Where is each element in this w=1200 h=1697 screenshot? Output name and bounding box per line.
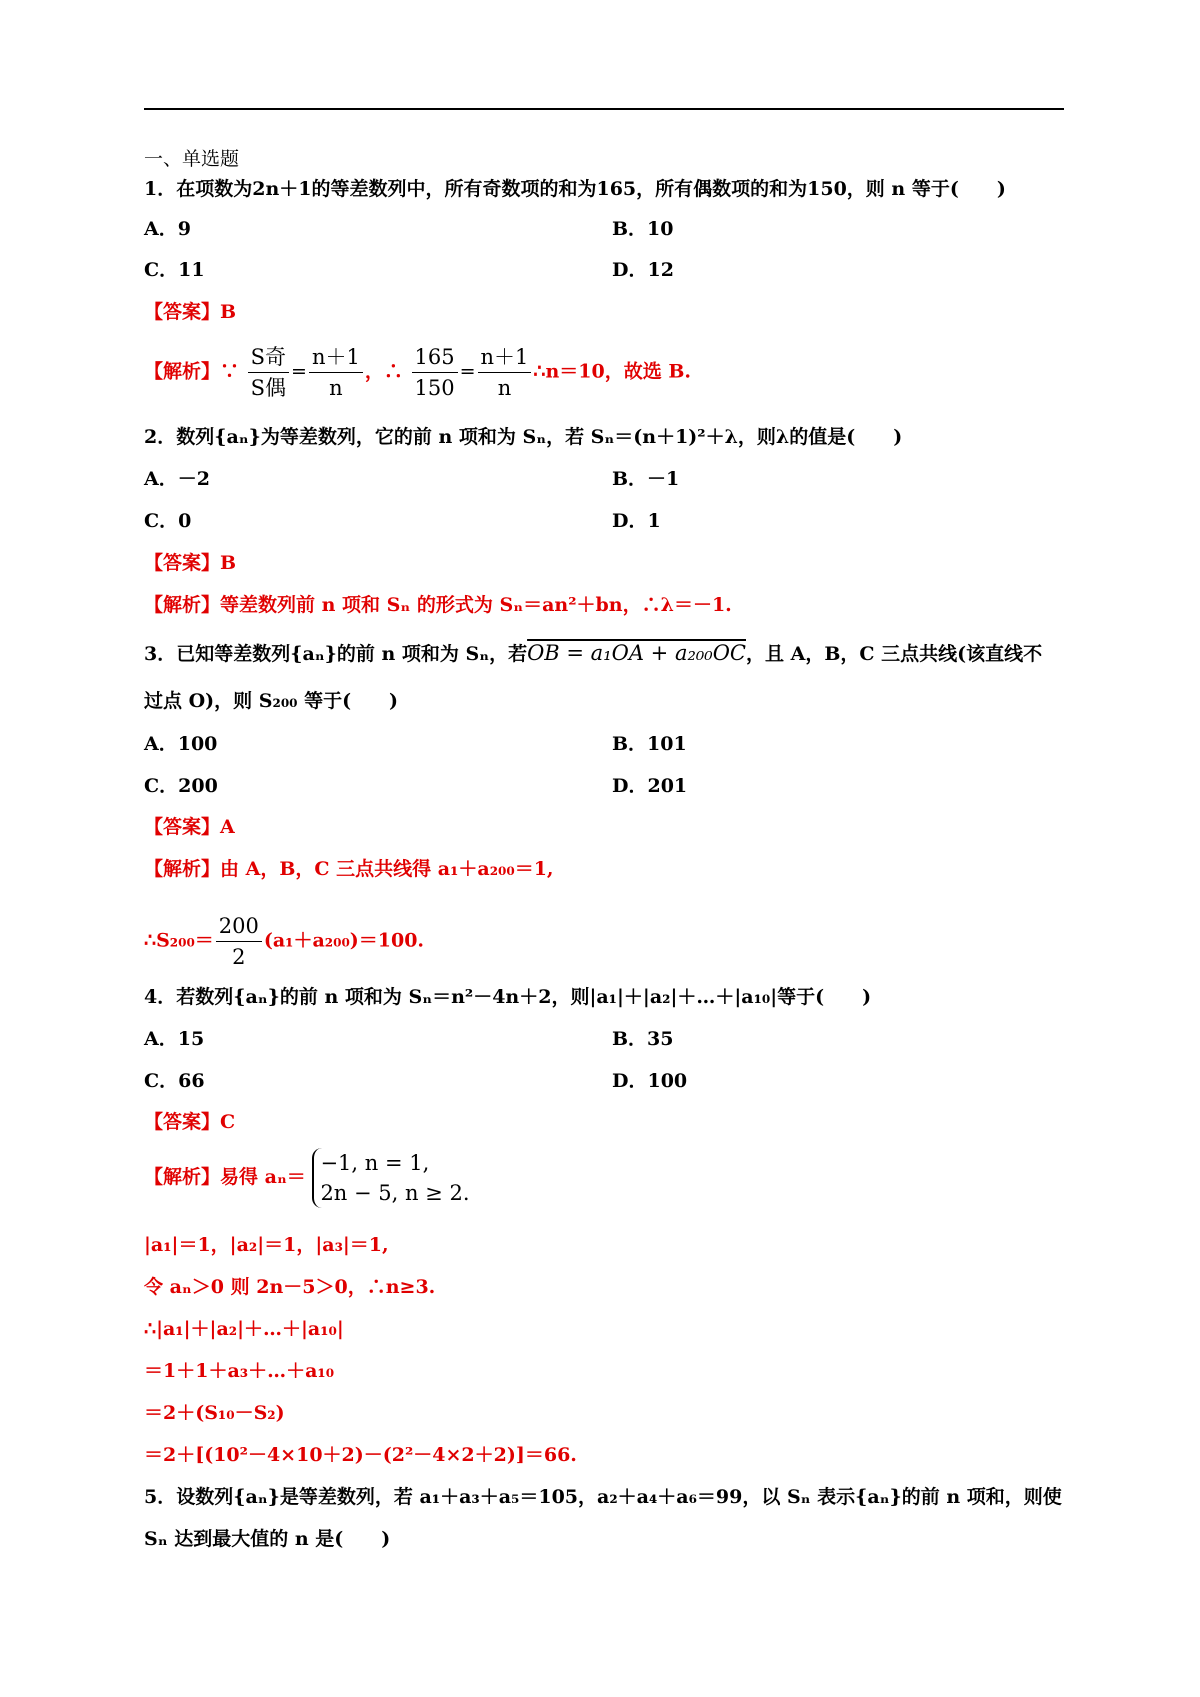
analysis-label: 【解析】 [144,594,221,616]
analysis-label: 【解析】 [144,360,221,383]
q2-option-b: B．－1 [612,468,680,490]
q2-analysis [144,592,732,618]
q2-answer-value: B [220,552,237,574]
answer-label: 【答案】 [144,1111,221,1133]
q2-stem: 2．数列{aₙ}为等差数列，它的前 n 项和为 Sₙ，若 Sₙ＝(n＋1)²＋λ，则λ的值是( ) [144,426,903,448]
q3-answer [144,814,235,840]
piecewise-case-2: 2n − 5, n ≥ 2. [320,1181,470,1205]
answer-label: 【答案】 [144,552,221,574]
q2-option-d: D．1 [612,510,661,532]
q1-option-b: B．10 [612,218,674,240]
frac-denominator: 2 [232,945,246,969]
q3-stem-part-b: ，且 A，B，C 三点共线(该直线不 [746,643,1043,665]
q1-frac-n1-n [309,342,363,403]
frac-denominator: S偶 [250,376,287,400]
frac-denominator: n [497,376,512,400]
q3-frac-200-2 [216,911,262,972]
q1-option-d: D．12 [612,259,674,281]
q1-answer-value: B [220,301,237,323]
q3-s200-prefix: ∴S₂₀₀＝ [144,929,214,952]
q4-option-a: A．15 [144,1028,205,1050]
q3-stem-part-a: 3．已知等差数列{aₙ}的前 n 项和为 Sₙ，若 [144,643,528,665]
frac-numerator: 200 [216,911,262,942]
q4-option-c: C．66 [144,1070,205,1092]
equals-sign: = [291,360,307,383]
q3-s200-result: (a₁＋a₂₀₀)＝100. [263,929,425,952]
answer-label: 【答案】 [144,301,221,323]
q3-option-d: D．201 [612,775,688,797]
q3-option-a: A．100 [144,733,218,755]
q4-piecewise [312,1148,469,1208]
q1-frac-s-odd-even [248,342,289,403]
q3-answer-value: A [220,816,235,838]
therefore-text: ，∴ [364,360,403,383]
q3-vector-expression: OB = a₁OA + a₂₀₀OC [527,641,746,665]
q2-analysis-text: 等差数列前 n 项和 Sₙ 的形式为 Sₙ＝an²＋bn，∴λ＝－1. [220,594,732,616]
piecewise-case-1: −1, n = 1, [320,1151,430,1175]
q3-stem-line1 [144,640,1042,667]
frac-denominator: 150 [414,376,455,400]
q4-answer-value: C [220,1111,236,1133]
analysis-label: 【解析】 [144,858,221,880]
q4-stem: 4．若数列{aₙ}的前 n 项和为 Sₙ＝n²－4n＋2，则|a₁|＋|a₂|＋…＋|a₁₀|等于( ) [144,986,872,1008]
q1-frac-n1-n-2 [478,342,532,403]
frac-numerator: n＋1 [309,342,363,373]
q4-step-6: ＝2＋[(10²－4×10＋2)－(2²－4×2＋2)]＝66. [144,1444,577,1466]
q1-analysis-conclusion: ∴n＝10，故选 B. [533,360,692,383]
section-title: 一、单选题 [144,148,240,170]
therefore-symbol: ∵ [220,360,240,383]
q4-analysis-prefix: 易得 aₙ＝ [220,1166,306,1188]
q4-option-d: D．100 [612,1070,688,1092]
q3-analysis-line2 [144,911,424,972]
q4-step-5: ＝2＋(S₁₀－S₂) [144,1402,285,1424]
q1-frac-165-150 [412,342,458,403]
q3-option-b: B．101 [612,733,687,755]
q1-analysis [144,342,691,403]
q3-option-c: C．200 [144,775,218,797]
q3-stem-line2: 过点 O)，则 S₂₀₀ 等于( ) [144,690,399,712]
q4-step-4: ＝1＋1＋a₃＋…＋a₁₀ [144,1360,335,1382]
header-rule [144,108,1064,110]
q4-option-b: B．35 [612,1028,674,1050]
q4-step-1: |a₁|＝1，|a₂|＝1，|a₃|＝1, [144,1234,389,1256]
q1-stem: 1．在项数为2n＋1的等差数列中，所有奇数项的和为165，所有偶数项的和为150，则 n 等于( ) [144,178,1006,200]
frac-numerator: n＋1 [478,342,532,373]
q4-analysis [144,1148,470,1208]
q2-option-a: A．－2 [144,468,210,490]
q3-analysis [144,856,554,882]
equals-sign: = [459,360,476,383]
frac-numerator: S奇 [248,342,289,373]
answer-label: 【答案】 [144,816,221,838]
q2-answer [144,550,236,576]
q1-option-a: A．9 [144,218,191,240]
q1-option-c: C．11 [144,259,205,281]
q3-analysis-line1: 由 A，B，C 三点共线得 a₁＋a₂₀₀＝1, [220,858,554,880]
q4-answer [144,1109,235,1135]
frac-denominator: n [329,376,343,400]
q5-stem-line2: Sₙ 达到最大值的 n 是( ) [144,1528,391,1550]
frac-numerator: 165 [412,342,458,373]
analysis-label: 【解析】 [144,1166,221,1188]
q5-stem-line1: 5．设数列{aₙ}是等差数列，若 a₁＋a₃＋a₅＝105，a₂＋a₄＋a₆＝99，以 Sₙ 表示{aₙ}的前 n 项和，则使 [144,1486,1062,1508]
q2-option-c: C．0 [144,510,192,532]
q4-step-3: ∴|a₁|＋|a₂|＋…＋|a₁₀| [144,1318,344,1340]
q1-answer [144,299,236,325]
q4-step-2: 令 aₙ＞0 则 2n－5＞0，∴n≥3. [144,1276,436,1298]
